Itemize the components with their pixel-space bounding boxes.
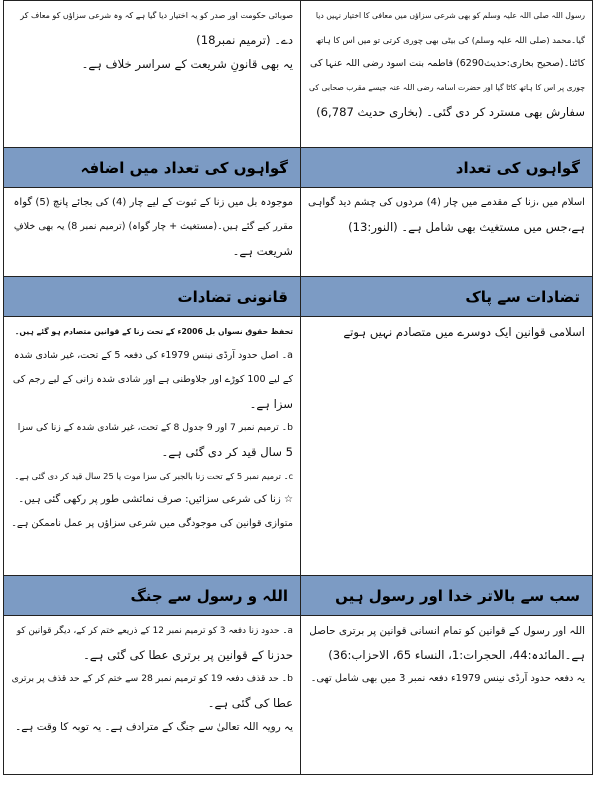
- islamic-law-cell: [301, 317, 593, 576]
- text-line: سفارش بھی مسترد کر دی گئی۔ (بخاری حدیث 6,787): [316, 105, 585, 119]
- text-line: عطا کی گئی ہے۔: [207, 696, 293, 710]
- text-line: یہ رویہ اللہ تعالیٰ سے جنگ کے مترادف ہے۔ یہ توبہ کا وقت ہے۔: [15, 721, 293, 733]
- text-line: اللہ اور رسول کے قوانین کو تمام انسانی قوانین پر برتری حاصل: [309, 625, 585, 637]
- section-heading: قانونی تضادات: [4, 277, 301, 317]
- text-line: c۔ ترمیم نمبر 5 کے تحت زنا بالجبر کی سزا موت یا 25 سال قید کر دی گئی ہے۔: [14, 471, 293, 481]
- text-line: رسول اللہ صلی اللہ علیہ وسلم کو بھی شرعی سزاؤں میں معافی کا اختیار نہیں دیا: [315, 11, 585, 20]
- islamic-law-cell: [301, 188, 593, 277]
- section-heading: گواہوں کی تعداد میں اضافہ: [4, 148, 301, 188]
- text-line: مقرر کیے گئے ہیں۔(مستغیث + چار گواہ) (ترمیم نمبر 8) یہ بھی خلافِ: [13, 221, 293, 232]
- table-row: [4, 188, 593, 277]
- section-heading: سب سے بالاتر خدا اور رسول ہیں: [301, 576, 593, 616]
- text-line: b۔ حد قذف دفعہ 19 کو ترمیم نمبر 28 سے ختم کر کے حد قذف پر برتری: [11, 673, 293, 684]
- table-row: [4, 616, 593, 775]
- islamic-law-cell: [301, 1, 593, 148]
- table-row: [4, 317, 593, 576]
- table-row: [4, 1, 593, 148]
- section-header-row: [4, 148, 593, 188]
- text-line: b۔ ترمیم نمبر 7 اور 9 جدول 8 کے تحت، غیر شادی شدہ کے زنا کی سزا: [17, 422, 293, 433]
- text-line: شریعت ہے۔: [232, 244, 293, 258]
- text-line: اسلامی قوانین ایک دوسرے میں متصادم نہیں ہوتے: [343, 325, 585, 339]
- text-line: کاٹتا۔(صحیح بخاری:حدیث6290) فاطمہ بنت اسود رضی اللہ عنہا کی: [310, 58, 585, 69]
- comparison-table: [3, 0, 593, 775]
- islamic-law-cell: [301, 616, 593, 775]
- text-line: کے لیے 100 کوڑے اور جلاوطنی ہے اور شادی شدہ زانی کے لیے رجم کی: [12, 374, 293, 385]
- section-header-row: [4, 576, 593, 616]
- text-line: ☆ زنا کی شرعی سزائیں: صرف نمائشی طور پر رکھی گئی ہیں۔: [18, 494, 293, 505]
- text-line: سزا ہے۔: [249, 397, 293, 411]
- text-line: موجودہ بل میں زنا کے ثبوت کے لیے چار (4) کی بجائے پانچ (5) گواہ: [13, 197, 293, 208]
- text-line: متوازی قوانین کی موجودگی میں شرعی سزاؤں پر عمل ناممکن ہے۔: [11, 518, 293, 529]
- section-heading: اللہ و رسول سے جنگ: [4, 576, 301, 616]
- text-line: یہ دفعہ حدود آرڈی نینس 1979ء دفعہ نمبر 3 میں بھی شامل تھی۔: [310, 673, 585, 684]
- bill-cell: [4, 1, 301, 148]
- section-heading: گواہوں کی تعداد: [301, 148, 593, 188]
- text-line: 5 سال قید کر دی گئی ہے۔: [161, 445, 293, 459]
- section-header-row: [4, 277, 593, 317]
- text-line: صوبائی حکومت اور صدر کو یہ اختیار دیا گیا ہے کہ وہ شرعی سزاؤں کو معاف کر: [20, 11, 293, 20]
- text-line: اسلام میں ،زنا کے مقدمے میں چار (4) مردوں کی چشم دید گواہی: [308, 197, 585, 208]
- bill-cell: [4, 317, 301, 576]
- text-line: چوری پر اس کا ہاتھ کاٹا گیا اور حضرت اسامہ رضی اللہ عنہ جیسے مقرب صحابی کی: [308, 83, 585, 92]
- text-line: ہے۔المائدہ:44، الحجرات:1، النساء 65، الاحزاب:36): [328, 648, 585, 662]
- text-line: گیا۔محمد (صلی اللہ علیہ وسلم) کی بیٹی بھی چوری کرتی تو میں اس کا ہاتھ: [315, 35, 585, 45]
- text-line: دے۔ (ترمیم نمبر18): [196, 33, 293, 47]
- text-line: a۔ حدود زنا دفعہ 3 کو ترمیم نمبر 12 کے ذریعے ختم کر کے، دیگر قوانین کو: [16, 626, 293, 636]
- text-line: تحفظ حقوق نسواں بل 2006ء کے تحت زنا کے قوانین متصادم ہو گئے ہیں۔: [14, 327, 293, 336]
- text-line: ہے،جس میں مستغیث بھی شامل ہے۔ (النور:13): [348, 220, 585, 234]
- text-line: یہ بھی قانونِ شریعت کے سراسر خلاف ہے۔: [81, 57, 293, 71]
- bill-cell: [4, 616, 301, 775]
- text-line: حدزنا کے قوانین پر برتری عطا کی گئی ہے۔: [83, 648, 293, 662]
- section-heading: تضادات سے پاک: [301, 277, 593, 317]
- text-line: a۔ اصل حدود آرڈی نینس 1979ء کی دفعہ 5 کے تحت، غیر شادی شدہ: [13, 350, 293, 361]
- bill-cell: [4, 188, 301, 277]
